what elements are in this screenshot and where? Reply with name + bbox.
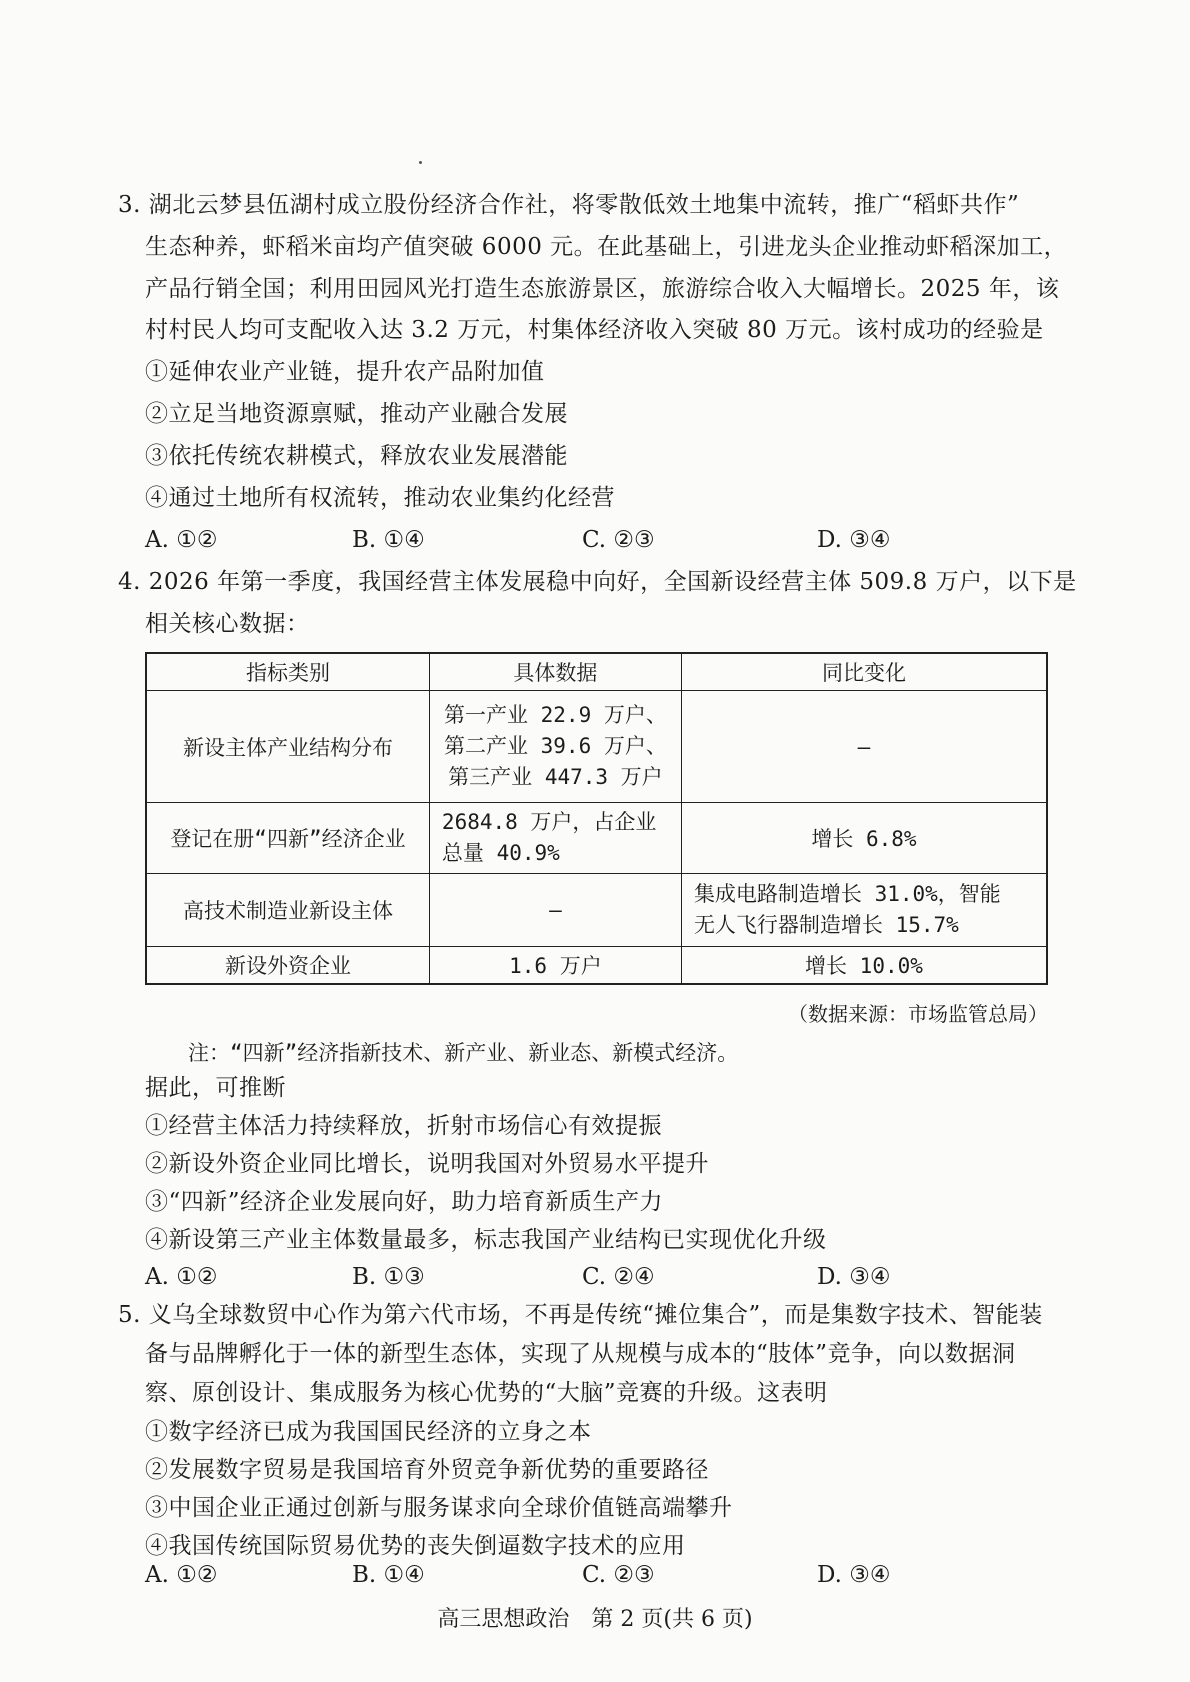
q4-stem-line-2: 相关核心数据：: [145, 611, 310, 637]
q5-option-b: B. ①④: [352, 1562, 425, 1588]
q3-options: [145, 525, 1045, 555]
table-cell-change: —: [681, 691, 1047, 803]
q4-data-table: [145, 652, 1048, 985]
q4-option-a: A. ①②: [145, 1264, 218, 1290]
page-footer: 高三思想政治 第 2 页(共 6 页): [437, 1607, 753, 1632]
table-header-row: [146, 653, 1047, 691]
q4-lead: 据此，可推断: [145, 1075, 286, 1101]
table-cell-category: 高技术制造业新设主体: [146, 874, 429, 947]
table-cell-data-line: 总量 40.9%: [441, 841, 560, 865]
q4-statement-4: ④新设第三产业主体数量最多，标志我国产业结构已实现优化升级: [145, 1227, 827, 1253]
q4-statement-3: ③“四新”经济企业发展向好，助力培育新质生产力: [145, 1189, 664, 1215]
q3-statement-1: ①延伸农业产业链，提升农产品附加值: [145, 359, 545, 385]
table-cell-data-line: 第二产业 39.6 万户、: [444, 734, 667, 758]
q4-option-d: D. ③④: [817, 1264, 891, 1290]
q4-option-b: B. ①③: [352, 1264, 425, 1290]
table-cell-change: 增长 10.0%: [681, 947, 1047, 985]
table-row: [146, 874, 1047, 947]
table-cell-change-line: 集成电路制造增长 31.0%，智能: [693, 882, 1001, 906]
q5-option-c: C. ②③: [582, 1562, 655, 1588]
table-cell-change-line: 无人飞行器制造增长 15.7%: [693, 913, 959, 937]
q4-statement-2: ②新设外资企业同比增长，说明我国对外贸易水平提升: [145, 1151, 709, 1177]
table-cell-data-line: 第三产业 447.3 万户: [448, 765, 663, 789]
table-row: [146, 691, 1047, 803]
table-header-category: 指标类别: [146, 653, 429, 691]
table-cell-data-line: 第一产业 22.9 万户、: [444, 703, 667, 727]
q5-statement-2: ②发展数字贸易是我国培育外贸竞争新优势的重要路径: [145, 1457, 709, 1483]
q5-statement-4: ④我国传统国际贸易优势的丧失倒逼数字技术的应用: [145, 1533, 686, 1559]
q5-option-a: A. ①②: [145, 1562, 218, 1588]
scan-speck: [419, 161, 422, 164]
table-cell-category: 新设主体产业结构分布: [146, 691, 429, 803]
q5-stem-line-2: 备与品牌孵化于一体的新型生态体，实现了从规模与成本的“肢体”竞争，向以数据洞: [145, 1341, 1016, 1367]
table-cell-data-line: 2684.8 万户，占企业: [441, 810, 657, 834]
q3-option-a: A. ①②: [145, 527, 218, 553]
q3-statement-3: ③依托传统农耕模式，释放农业发展潜能: [145, 443, 568, 469]
table-row: [146, 803, 1047, 874]
q3-stem-line-3: 产品行销全国；利用田园风光打造生态旅游景区，旅游综合收入大幅增长。2025 年，该: [145, 276, 1060, 302]
q3-stem-line-4: 村村民人均可支配收入达 3.2 万元，村集体经济收入突破 80 万元。该村成功的经验是: [145, 317, 1044, 343]
q4-stem-line-1: 4. 2026 年第一季度，我国经营主体发展稳中向好，全国新设经营主体 509.8 万户，以下是: [118, 569, 1077, 595]
q5-statement-1: ①数字经济已成为我国国民经济的立身之本: [145, 1419, 592, 1445]
q5-stem-line-1: 5. 义乌全球数贸中心作为第六代市场，不再是传统“摊位集合”，而是集数字技术、智能装: [118, 1302, 1043, 1328]
q3-option-d: D. ③④: [817, 527, 891, 553]
table-cell-category: 新设外资企业: [146, 947, 429, 985]
q3-option-c: C. ②③: [582, 527, 655, 553]
q3-statement-2: ②立足当地资源禀赋，推动产业融合发展: [145, 401, 568, 427]
table-cell-change: 增长 6.8%: [681, 803, 1047, 874]
q4-options: [145, 1262, 1045, 1292]
q4-option-c: C. ②④: [582, 1264, 655, 1290]
q3-statement-4: ④通过土地所有权流转，推动农业集约化经营: [145, 485, 615, 511]
table-header-change: 同比变化: [681, 653, 1047, 691]
table-cell-data: —: [429, 874, 681, 947]
q3-option-b: B. ①④: [352, 527, 425, 553]
table-cell-category: 登记在册“四新”经济企业: [146, 803, 429, 874]
q4-statement-1: ①经营主体活力持续释放，折射市场信心有效提振: [145, 1113, 662, 1139]
table-cell-data: [429, 803, 681, 874]
table-note: 注：“四新”经济指新技术、新产业、新业态、新模式经济。: [188, 1041, 739, 1065]
table-header-data: 具体数据: [429, 653, 681, 691]
table-cell-data: [429, 691, 681, 803]
q5-option-d: D. ③④: [817, 1562, 891, 1588]
table-source: （数据来源：市场监管总局）: [788, 1002, 1048, 1026]
table-cell-data: 1.6 万户: [429, 947, 681, 985]
table-cell-change: [681, 874, 1047, 947]
table-row: [146, 947, 1047, 985]
q5-stem-line-3: 察、原创设计、集成服务为核心优势的“大脑”竞赛的升级。这表明: [145, 1380, 828, 1406]
q3-stem-line-1: 3. 湖北云梦县伍湖村成立股份经济合作社，将零散低效土地集中流转，推广“稻虾共作”: [118, 192, 1020, 218]
q3-stem-line-2: 生态种养，虾稻米亩均产值突破 6000 元。在此基础上，引进龙头企业推动虾稻深加工，: [145, 234, 1068, 260]
q5-options: [145, 1560, 1045, 1590]
q5-statement-3: ③中国企业正通过创新与服务谋求向全球价值链高端攀升: [145, 1495, 733, 1521]
